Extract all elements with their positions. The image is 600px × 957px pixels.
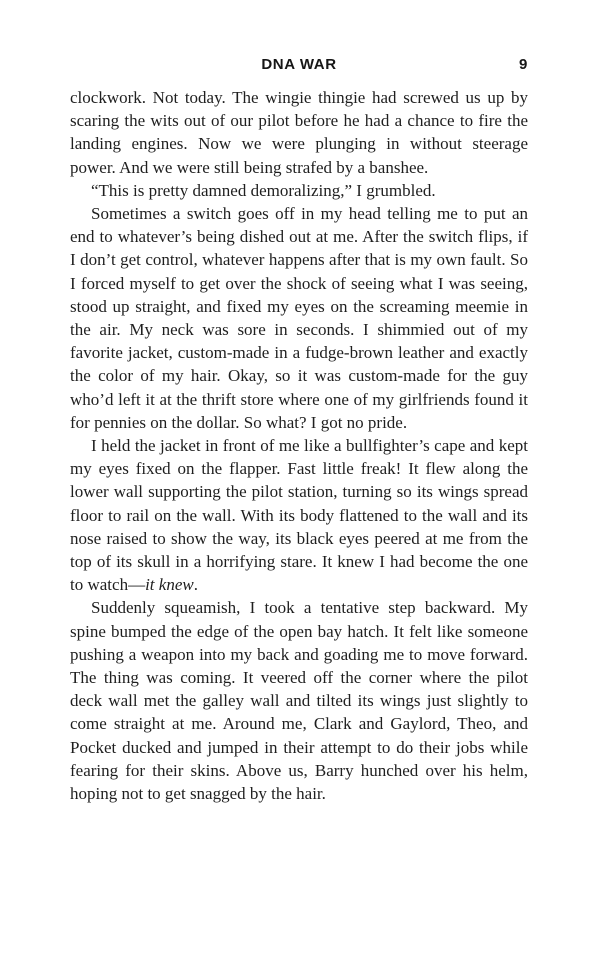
paragraph-jacket [70,434,528,596]
body-text [70,86,528,805]
paragraph-text: I held the jacket in front of me like a bullfighter’s cape and kept my eyes fixed on the flapper. Fast little freak! It flew along the lower wall supporting the pilot station, turning so its wings spread floor to rail on the wall. With its body flattened to the wall and its nose raised to show the way, its black eyes peered at me from the top of its skull in a horrifying stare. It knew I had become the one to watch— [70,436,528,595]
paragraph-text: “This is pretty damned demoralizing,” I grumbled. [91,180,436,200]
page-header [70,56,528,74]
running-title: DNA WAR [261,56,337,73]
page-number: 9 [519,56,528,73]
paragraph-dialogue [70,179,528,202]
paragraph-text: clockwork. Not today. The wingie thingie had screwed us up by scaring the wits out of our pilot before he had a chance to fire the landing engines. Now we were plunging in without steerage power. And we were still being strafed by a banshee. [70,88,528,177]
paragraph-text: . [193,575,198,595]
paragraph-squeamish [70,596,528,805]
paragraph-text: Sometimes a switch goes off in my head telling me to put an end to whatever’s being dished out at me. After the switch flips, if I don’t get control, whatever happens after that is my own fault. So I forced myself to get over the shock of seeing what I was seeing, stood up straight, and fixed my eyes on the screaming meemie in the air. My neck was sore in seconds. I shimmied out of my favorite jacket, custom-made in a fudge-brown leather and exactly the color of my hair. Okay, so it was custom-made for the guy who’d left it at the thrift store where one of my girlfriends found it for pennies on the dollar. So what? I got no pride. [70,204,528,432]
paragraph-text: Suddenly squeamish, I took a tentative step backward. My spine bumped the edge of the open bay hatch. It felt like someone pushing a weapon into my back and goading me to move forward. The thing was coming. It veered off the corner where the pilot deck wall met the galley wall and tilted its wings just slightly to come straight at me. Around me, Clark and Gaylord, Theo, and Pocket ducked and jumped in their attempt to do their jobs while fearing for their skins. Above us, Barry hunched over his helm, hoping not to get snagged by the hair. [70,598,528,804]
paragraph-text-italic: it knew [145,575,194,595]
paragraph-continuation [70,86,528,179]
paragraph-switch [70,202,528,434]
